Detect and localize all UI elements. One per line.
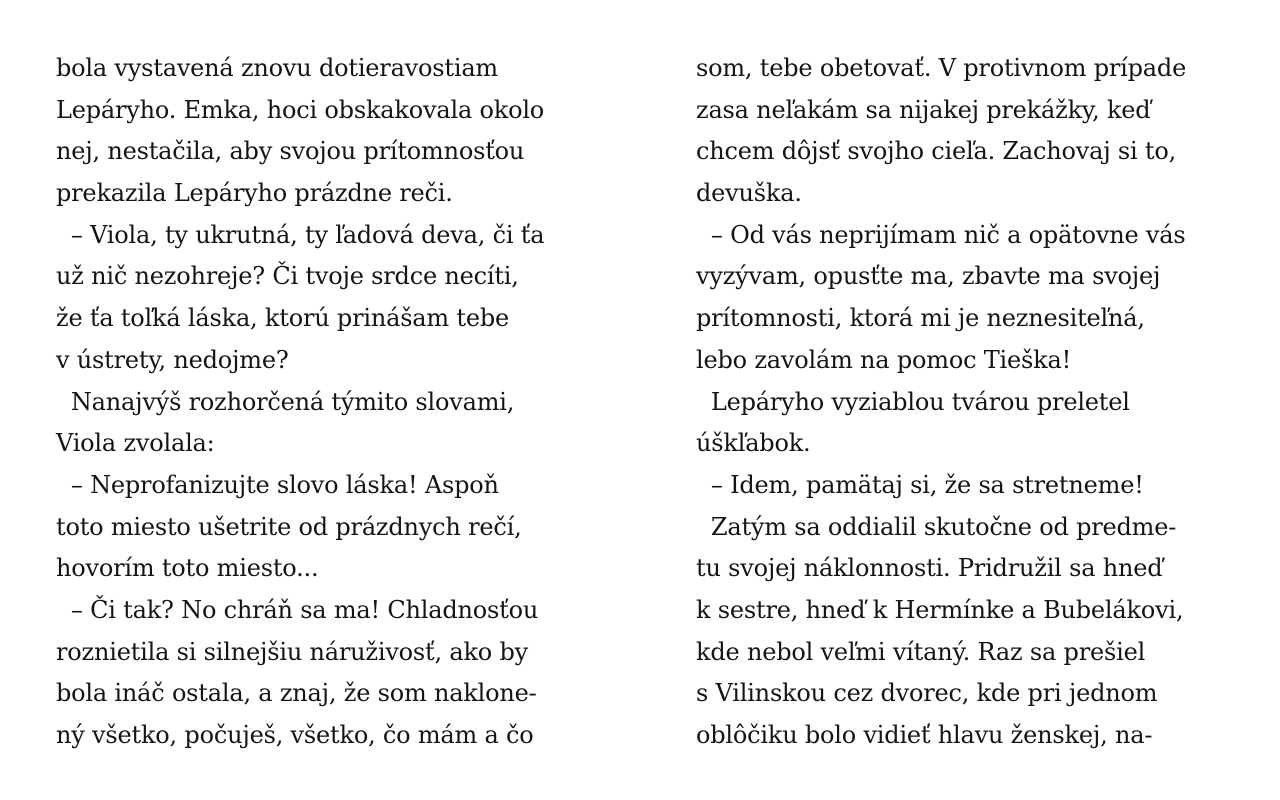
text-line: Nanajvýš rozhorčená týmito slovami, — [56, 387, 515, 416]
text-line: toto miesto ušetrite od prázdnych rečí, — [56, 512, 522, 541]
text-line: prítomnosti, ktorá mi je neznesiteľná, — [696, 304, 1145, 333]
text-line: bola ináč ostala, a znaj, že som naklone- — [56, 679, 537, 708]
text-line: – Či tak? No chráň sa ma! Chladnosťou — [56, 595, 539, 624]
text-line: zasa neľakám sa nijakej prekážky, keď — [696, 95, 1151, 124]
text-line: Viola zvolala: — [56, 429, 215, 458]
text-line: hovorím toto miesto... — [56, 554, 319, 583]
text-line: Lepáryho vyziablou tvárou preletel — [696, 387, 1130, 416]
text-line: – Viola, ty ukrutná, ty ľadová deva, či ťa — [56, 220, 545, 249]
text-line: chcem dôjsť svojho cieľa. Zachovaj si to, — [696, 137, 1177, 166]
text-line: úškľabok. — [696, 429, 811, 458]
text-line: Lepáryho. Emka, hoci obskakovala okolo — [56, 95, 545, 124]
text-line: v ústrety, nedojme? — [56, 345, 289, 374]
text-line: bola vystavená znovu dotieravostiam — [56, 54, 498, 82]
text-line: – Neprofanizujte slovo láska! Aspoň — [56, 470, 499, 499]
text-line: Zatým sa oddialil skutočne od predme- — [696, 512, 1177, 541]
text-line: prekazila Lepáryho prázdne reči. — [56, 179, 453, 208]
text-line: už nič nezohreje? Či tvoje srdce necíti, — [56, 262, 519, 291]
text-line: som, tebe obetovať. V protivnom prípade — [696, 54, 1187, 82]
right-page — [696, 48, 1256, 757]
text-line: roznietila si silnejšiu náruživosť, ako by — [56, 637, 528, 666]
left-page — [56, 48, 616, 757]
text-line: vyzývam, opusťte ma, zbavte ma svojej — [696, 262, 1161, 291]
text-line: kde nebol veľmi vítaný. Raz sa prešiel — [696, 637, 1146, 666]
text-line: s Vilinskou cez dvorec, kde pri jednom — [696, 679, 1158, 708]
text-line: lebo zavolám na pomoc Tieška! — [696, 345, 1072, 374]
text-line: nej, nestačila, aby svojou prítomnosťou — [56, 137, 525, 166]
text-line: devuška. — [696, 179, 802, 208]
text-line: tu svojej náklonnosti. Pridružil sa hneď — [696, 554, 1163, 583]
text-line: že ťa toľká láska, ktorú prinášam tebe — [56, 304, 510, 333]
text-line: – Od vás neprijímam nič a opätovne vás — [696, 220, 1186, 249]
text-line: – Idem, pamätaj si, že sa stretneme! — [696, 470, 1144, 499]
text-line: ný všetko, počuješ, všetko, čo mám a čo — [56, 721, 534, 749]
text-line: k sestre, hneď k Hermínke a Bubelákovi, — [696, 595, 1184, 624]
text-line: oblôčiku bolo vidieť hlavu ženskej, na- — [696, 721, 1153, 749]
